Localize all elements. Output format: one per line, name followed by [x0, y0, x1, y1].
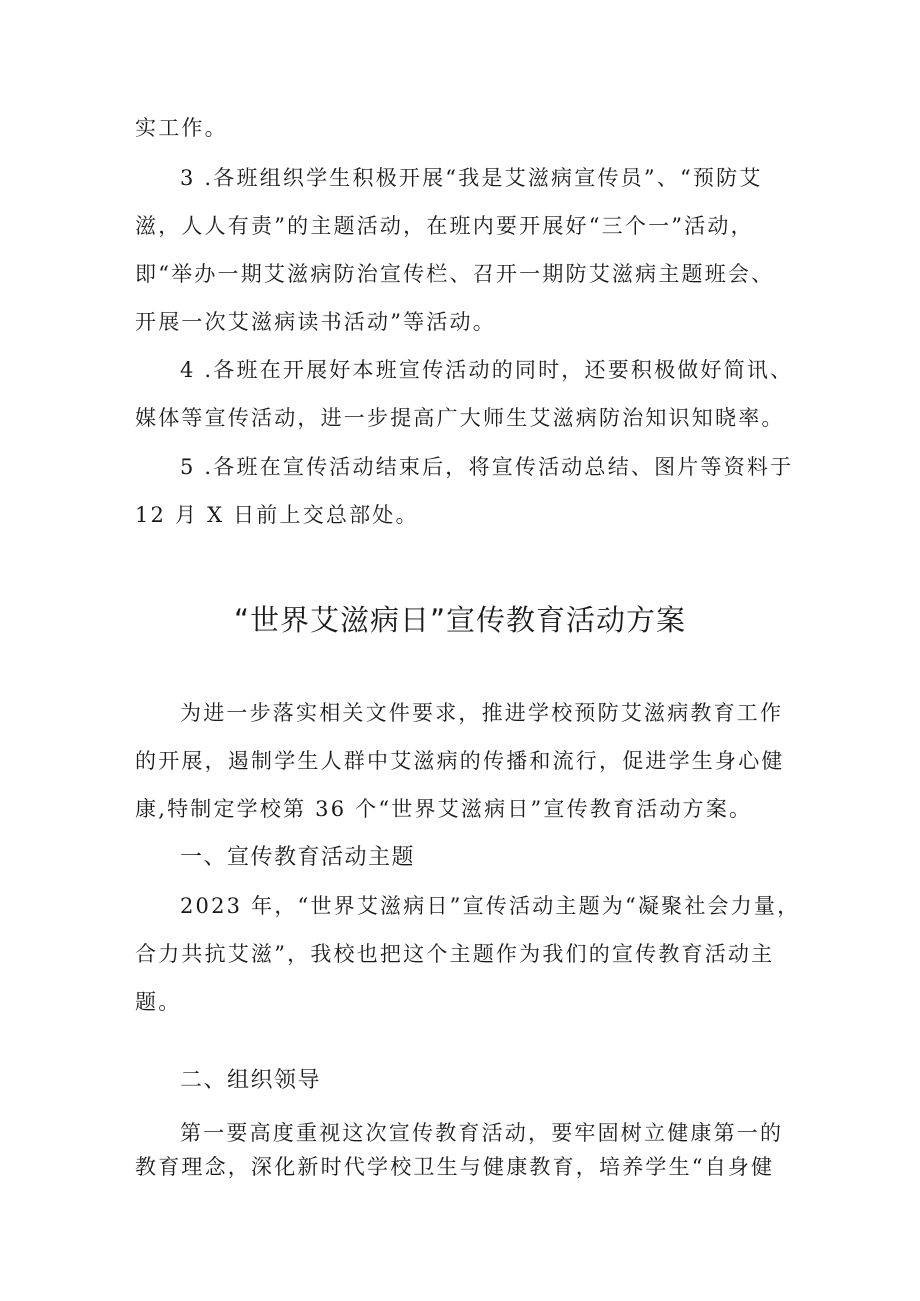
- paragraph-line: 合力共抗艾滋”，我校也把这个主题作为我们的宣传教育活动主: [135, 942, 775, 966]
- paragraph-line: 题。: [135, 990, 182, 1014]
- paragraph-line: 教育理念，深化新时代学校卫生与健康教育，培养学生“自身健: [135, 1155, 775, 1179]
- paragraph-line: 实工作。: [135, 116, 228, 140]
- paragraph-line: 4 .各班在开展好本班宣传活动的同时，还要积极做好简讯、: [180, 358, 794, 382]
- paragraph-line: 为进一步落实相关文件要求，推进学校预防艾滋病教育工作: [180, 701, 784, 725]
- section-heading: 二、组织领导: [180, 1068, 322, 1093]
- document-title: “世界艾滋病日”宣传教育活动方案: [233, 603, 687, 637]
- paragraph-line: 3 .各班组织学生积极开展“我是艾滋病宣传员”、“预防艾: [180, 166, 763, 190]
- paragraph-line: 即“举办一期艾滋病防治宣传栏、召开一期防艾滋病主题班会、: [135, 262, 775, 286]
- paragraph-line: 的开展，遏制学生人群中艾滋病的传播和流行，促进学生身心健: [135, 749, 785, 773]
- paragraph-line: 5 .各班在宣传活动结束后，将宣传活动总结、图片等资料于: [180, 455, 794, 479]
- paragraph-line: 媒体等宣传活动，进一步提高广大师生艾滋病防治知识知晓率。: [135, 406, 785, 430]
- paragraph-line: 开展一次艾滋病读书活动”等活动。: [135, 310, 496, 334]
- paragraph-line: 康,特制定学校第 36 个“世界艾滋病日”宣传教育活动方案。: [135, 797, 753, 821]
- paragraph-line: 滋，人人有责”的主题活动，在班内要开展好“三个一”活动，: [135, 214, 754, 238]
- section-heading: 一、宣传教育活动主题: [180, 845, 416, 870]
- paragraph-line: 12 月 X 日前上交总部处。: [135, 503, 419, 527]
- paragraph-line: 第一要高度重视这次宣传教育活动，要牢固树立健康第一的: [180, 1121, 784, 1145]
- paragraph-line: 2023 年，“世界艾滋病日”宣传活动主题为“凝聚社会力量，: [180, 894, 801, 918]
